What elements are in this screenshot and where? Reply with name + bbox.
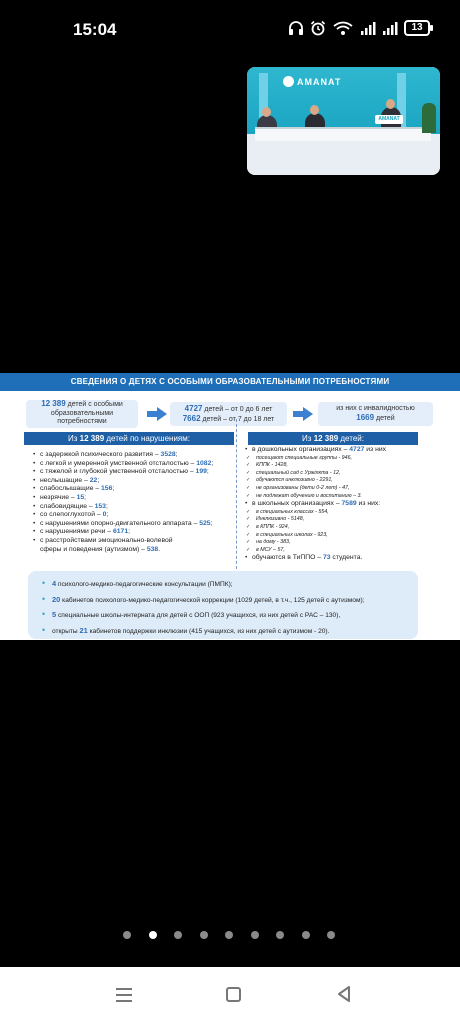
disorders-list	[32, 451, 213, 554]
list-item	[244, 500, 386, 509]
item-label: неслышащие –	[40, 476, 90, 484]
item-suffix: ;	[97, 476, 100, 484]
services-panel	[28, 571, 418, 639]
item-value: 525	[199, 519, 211, 527]
summary-box-ages	[170, 402, 287, 426]
item-suffix: из них:	[356, 500, 381, 508]
item-label: в дошкольных организациях –	[252, 446, 350, 453]
school-sublist	[244, 509, 386, 555]
item-label: со слепоглухотой –	[40, 511, 103, 519]
school-item	[244, 500, 386, 509]
item-suffix: ;	[206, 468, 209, 476]
item-label: кабинетов психолого-медико-педагогической коррекции (1029 детей, в т.ч., 125 детей с аутизмом);	[60, 596, 365, 604]
page-dot[interactable]	[276, 931, 284, 939]
item-value: 4	[52, 579, 57, 588]
item-label: слабослышащие –	[40, 485, 102, 493]
item-label: незрячие –	[40, 493, 77, 501]
item-label: сферы и поведения (аутизмом) –	[40, 545, 147, 553]
item-label: в школьных организациях –	[252, 500, 342, 508]
home-icon[interactable]	[226, 987, 241, 1002]
list-item	[32, 528, 213, 537]
alarm-icon	[310, 20, 326, 36]
list-item	[32, 546, 213, 555]
page-indicator[interactable]	[123, 931, 335, 939]
item-suffix: ;	[211, 459, 214, 467]
page-dot[interactable]	[174, 931, 182, 939]
services-list	[42, 576, 365, 638]
box-text: детей – от 7 до 18 лет	[202, 415, 275, 423]
item-label: кабинетов поддержки инклюзии (415 учащихся, из них детей с аутизмом - 20).	[87, 627, 330, 635]
wifi-icon	[332, 20, 354, 36]
list-item	[32, 511, 213, 520]
item-suffix: ;	[210, 519, 213, 527]
sublist-item: ✓ Инклюзивно - 5148,	[244, 516, 386, 524]
item-prefix: открыты	[52, 627, 80, 635]
signal-icon	[360, 20, 376, 36]
page-dot[interactable]	[200, 931, 208, 939]
sublist-item: ✓ в КППК - 924,	[244, 524, 386, 532]
item-label: с задержкой психического развития –	[40, 451, 161, 458]
list-item	[32, 520, 213, 529]
sublist-item: ✓ специальный сад с Уржілкта - 12,	[244, 470, 386, 478]
speaker-head	[386, 99, 395, 109]
item-suffix: студента.	[330, 554, 363, 562]
header-count: 12 389	[313, 434, 339, 443]
item-value: 6171	[112, 528, 129, 536]
item-suffix: .	[158, 545, 161, 553]
sublist-item: ✓ КППК - 1428,	[244, 462, 386, 470]
item-value: 21	[79, 625, 88, 635]
presentation-slide[interactable]	[0, 373, 460, 640]
total-count: 12 389	[41, 399, 66, 408]
list-item	[244, 554, 386, 563]
item-value: 73	[322, 554, 331, 562]
item-value: 1082	[196, 459, 212, 467]
headphones-icon	[288, 20, 304, 36]
age-count: 7662	[182, 413, 201, 423]
box-text: образовательными	[50, 409, 114, 417]
menu-icon[interactable]	[116, 988, 132, 1002]
list-item	[32, 503, 213, 512]
status-icons	[288, 20, 430, 36]
box-text: детей – от 0 до 6 лет	[204, 406, 273, 413]
backdrop-text: AMANAT	[297, 77, 342, 87]
desk-sign: AMANAT	[375, 115, 403, 124]
item-label: с легкой и умеренной умственной отсталостью –	[40, 459, 197, 467]
service-item	[42, 623, 365, 639]
speaker-head	[310, 105, 319, 115]
clock-time: 15:04	[73, 20, 117, 39]
box-text: детей	[376, 414, 395, 422]
video-thumbnail[interactable]	[247, 67, 440, 175]
video-desk	[255, 127, 431, 141]
box-text: детей с особыми	[67, 401, 123, 408]
column-divider	[236, 419, 237, 569]
box-text: потребностями	[57, 418, 107, 425]
arrow-right-icon	[293, 407, 313, 421]
page-dot[interactable]	[251, 931, 259, 939]
header-count: 12 389	[79, 434, 105, 443]
sublist-item: ✓ в МСУ – 57,	[244, 547, 386, 555]
navigation-bar	[0, 967, 460, 1024]
speaker-head	[262, 107, 271, 117]
preschool-sublist	[244, 455, 386, 501]
page-dot[interactable]	[302, 931, 310, 939]
service-item	[42, 592, 365, 608]
list-item	[32, 485, 213, 494]
item-label: с расстройствами эмоционально-волевой	[40, 536, 173, 544]
sublist-item: ✓ не организованы (дети 0-2 лет) - 47,	[244, 485, 386, 493]
item-label: слабовидящие –	[40, 502, 95, 510]
item-value: 20	[52, 594, 61, 604]
item-label: психолого-медико-педагогические консультации (ПМПК);	[56, 581, 233, 588]
sublist-item: ✓ в специальных классах - 554,	[244, 509, 386, 517]
signal-icon	[382, 20, 398, 36]
box-text: из них с инвалидностью	[336, 405, 415, 412]
institutions-column	[244, 446, 386, 563]
item-value: 538	[146, 545, 159, 553]
plant	[422, 103, 436, 133]
service-item	[42, 607, 365, 623]
item-value: 4727	[349, 446, 365, 453]
item-suffix: ;	[84, 493, 87, 501]
item-value: 199	[195, 468, 207, 476]
backdrop-logo	[283, 76, 294, 87]
sublist-item: ✓ на дому - 383,	[244, 539, 386, 547]
item-suffix: ;	[106, 511, 109, 519]
item-suffix: ;	[175, 451, 178, 458]
item-value: 7589	[341, 500, 357, 508]
list-item	[32, 537, 213, 546]
header-text: Из	[302, 434, 312, 443]
sublist-item: ✓ обучаются инклюзивно - 2291,	[244, 477, 386, 485]
page-dot[interactable]	[225, 931, 233, 939]
slide-title: СВЕДЕНИЯ О ДЕТЯХ С ОСОБЫМИ ОБРАЗОВАТЕЛЬНЫМИ ПОТРЕБНОСТЯМИ	[0, 373, 460, 391]
item-value: 153	[94, 502, 106, 510]
item-value: 156	[101, 485, 113, 493]
list-item	[32, 451, 213, 460]
college-item	[244, 554, 386, 563]
item-suffix: из них	[364, 446, 387, 453]
item-label: с тяжелой и глубокой умственной отсталостью –	[40, 468, 196, 476]
item-suffix: ;	[112, 485, 115, 493]
arrow-right-icon	[147, 407, 167, 421]
sublist-item: ✓ в специальных школах - 923,	[244, 532, 386, 540]
header-text: детей по нарушениям:	[106, 434, 190, 443]
list-item	[32, 468, 213, 477]
status-bar	[0, 0, 460, 60]
header-text: Из	[68, 434, 78, 443]
back-icon[interactable]	[336, 985, 352, 1003]
sublist-item: ✓ посещают специальные группы - 946,	[244, 455, 386, 463]
list-item	[32, 460, 213, 469]
item-value: 0	[102, 511, 107, 519]
page-dot[interactable]	[149, 931, 157, 939]
left-column-header	[24, 432, 234, 445]
right-column-header	[248, 432, 418, 445]
item-suffix: ;	[105, 502, 108, 510]
list-item	[32, 494, 213, 503]
sublist-item: ✓ не подлежат обучению и воспитанию – 3.	[244, 493, 386, 501]
item-value: 22	[89, 476, 98, 484]
item-label: с нарушениями речи –	[40, 528, 113, 536]
item-label: с нарушениями опорно-двигательного аппарата –	[40, 519, 200, 527]
page-dot[interactable]	[123, 931, 131, 939]
item-label: специальные школы-интерната для детей с ООП (923 учащихся, из них детей с РАС – 130),	[56, 612, 341, 619]
summary-box-total	[26, 400, 138, 428]
list-item	[244, 446, 386, 455]
preschool-item	[244, 446, 386, 455]
battery-indicator: 13	[404, 20, 430, 36]
item-value: 5	[52, 610, 57, 619]
header-text: детей:	[340, 434, 364, 443]
page-dot[interactable]	[327, 931, 335, 939]
item-label: обучаются в ТиППО –	[252, 554, 323, 562]
summary-box-disability	[318, 402, 433, 426]
age-count: 4727	[184, 404, 203, 413]
item-suffix: ;	[128, 528, 130, 536]
disability-count: 1669	[356, 412, 375, 422]
item-value: 3528	[160, 451, 176, 458]
item-value: 15	[76, 493, 85, 501]
service-item	[42, 576, 365, 592]
